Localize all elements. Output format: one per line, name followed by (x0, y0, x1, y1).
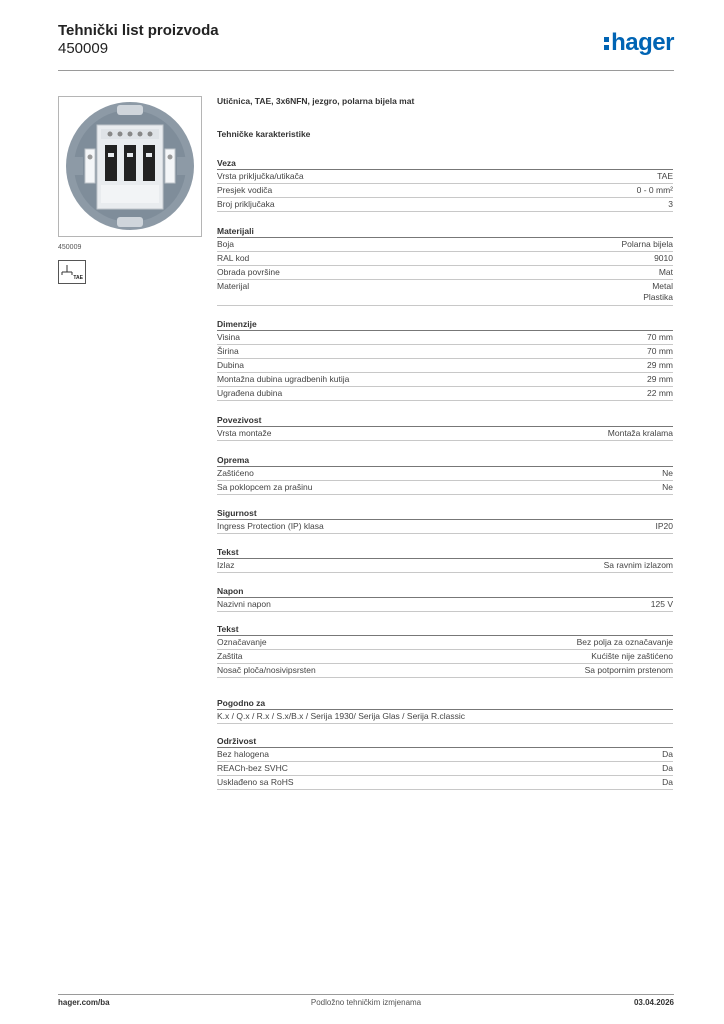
spec-value (604, 559, 673, 572)
spec-title: Tehničke karakteristike (217, 129, 311, 139)
spec-value (585, 664, 673, 677)
spec-row (217, 520, 673, 534)
spec-value-line: Sa potpornim prstenom (584, 665, 673, 675)
spec-value-line: Metal (652, 281, 673, 291)
spec-row (217, 266, 673, 280)
hager-logo (604, 28, 674, 58)
spec-label: Ugrađena dubina (217, 388, 283, 398)
page-header (58, 22, 674, 66)
spec-label: Vrsta priključka/utikača (217, 171, 304, 181)
spec-label: Usklađeno sa RoHS (217, 777, 294, 787)
socket-illustration-icon (59, 97, 201, 236)
spec-value-line: 70 mm (647, 332, 673, 342)
spec-section (217, 454, 673, 495)
spec-value-line: IP20 (655, 521, 673, 531)
product-name: Utičnica, TAE, 3x6NFN, jezgro, polarna bijela mat (217, 96, 415, 106)
spec-value (662, 776, 673, 789)
page-title: Tehnički list proizvoda (58, 22, 219, 39)
spec-label: Dubina (217, 360, 244, 370)
spec-value (643, 281, 673, 303)
section-heading: Pogodno za (217, 697, 673, 710)
spec-row (217, 481, 673, 495)
spec-row (217, 331, 673, 345)
footer-date: 03.04.2026 (633, 998, 674, 1007)
spec-label: Ingress Protection (IP) klasa (217, 521, 324, 531)
spec-value (659, 266, 673, 279)
section-heading: Sigurnost (217, 507, 673, 520)
spec-label: Broj priključaka (217, 199, 275, 209)
spec-row (217, 198, 673, 212)
spec-label: Presjek vodiča (217, 185, 273, 195)
spec-value-line: TAE (657, 171, 673, 181)
footer-note: Podložno tehničkim izmjenama (310, 998, 422, 1007)
spec-value (662, 762, 673, 775)
spec-section (217, 623, 673, 678)
spec-section (217, 697, 673, 724)
spec-value-line: 125 V (650, 599, 673, 609)
spec-label: RAL kod (217, 253, 250, 263)
section-heading: Materijali (217, 225, 673, 238)
spec-label: Širina (217, 346, 239, 356)
spec-value (647, 387, 673, 400)
section-heading: Napon (217, 585, 673, 598)
spec-row (217, 748, 673, 762)
spec-value-line: 9010 (654, 253, 673, 263)
spec-label: Nazivni napon (217, 599, 271, 609)
spec-value (647, 345, 673, 358)
spec-value-line: Da (662, 749, 673, 759)
spec-value (608, 427, 673, 440)
spec-label: Zaštićeno (217, 468, 254, 478)
spec-value-line: 22 mm (647, 388, 673, 398)
section-heading: Povezivost (217, 414, 673, 427)
spec-section (217, 507, 673, 534)
product-number: 450009 (58, 40, 109, 57)
spec-value (647, 359, 673, 372)
spec-content (217, 96, 673, 790)
spec-value-line: Sa ravnim izlazom (603, 560, 673, 570)
spec-value (591, 650, 673, 663)
section-heading: Veza (217, 157, 673, 170)
spec-row (217, 345, 673, 359)
spec-value-line: 0 - 0 mm² (636, 185, 673, 195)
spec-label: Označavanje (217, 637, 267, 647)
spec-label: REACh-bez SVHC (217, 763, 288, 773)
spec-value (647, 373, 673, 386)
image-caption: 450009 (58, 244, 82, 251)
spec-value (637, 184, 673, 197)
spec-label: Montažna dubina ugradbenih kutija (217, 374, 350, 384)
spec-section (217, 225, 673, 306)
section-heading: Dimenzije (217, 318, 673, 331)
spec-value-line: Ne (662, 468, 673, 478)
spec-row (217, 636, 673, 650)
spec-value (662, 748, 673, 761)
section-heading: Tekst (217, 623, 673, 636)
spec-label: Zaštita (217, 651, 243, 661)
spec-label: Bez halogena (217, 749, 269, 759)
spec-row (217, 664, 673, 678)
spec-section (217, 735, 673, 790)
spec-value (657, 170, 673, 183)
tae-symbol-label: TAE (73, 275, 83, 281)
logo-text: hager (611, 29, 674, 56)
spec-value-line: 29 mm (647, 360, 673, 370)
logo-dots-icon (604, 37, 609, 50)
spec-value-line: Polarna bijela (621, 239, 673, 249)
spec-row (217, 373, 673, 387)
spec-value (656, 520, 674, 533)
spec-row (217, 650, 673, 664)
spec-label: Visina (217, 332, 240, 342)
spec-label: Nosač ploča/nosivipsrsten (217, 665, 316, 675)
spec-value-line: 29 mm (647, 374, 673, 384)
spec-value-line: Montaža kralama (607, 428, 673, 438)
spec-section (217, 157, 673, 212)
spec-row (217, 238, 673, 252)
spec-row (217, 710, 673, 724)
spec-section (217, 546, 673, 573)
spec-value (651, 598, 673, 611)
spec-value-line: Plastika (643, 292, 673, 302)
spec-value (668, 198, 673, 211)
section-heading: Tekst (217, 546, 673, 559)
page-footer (58, 998, 674, 1010)
footer-website: hager.com/ba (58, 998, 110, 1007)
spec-label: Boja (217, 239, 235, 249)
spec-row (217, 170, 673, 184)
spec-row (217, 559, 673, 573)
spec-value-line: Bez polja za označavanje (576, 637, 673, 647)
spec-value-line: Kućište nije zaštićeno (591, 651, 673, 661)
product-image (58, 96, 202, 237)
spec-row (217, 427, 673, 441)
spec-label: Izlaz (217, 560, 235, 570)
spec-value (577, 636, 673, 649)
spec-label: Obrada površine (217, 267, 280, 277)
spec-row (217, 467, 673, 481)
spec-row (217, 359, 673, 373)
spec-label: Materijal (217, 281, 250, 291)
spec-label: Vrsta montaže (217, 428, 272, 438)
header-divider (58, 70, 674, 71)
spec-section (217, 585, 673, 612)
spec-value-line: 70 mm (647, 346, 673, 356)
spec-value (662, 467, 673, 480)
spec-label: K.x / Q.x / R.x / S.x/B.x / Serija 1930/ Serija Glas / Serija R.classic (217, 711, 465, 721)
spec-value (621, 238, 673, 251)
spec-row (217, 184, 673, 198)
spec-row (217, 762, 673, 776)
spec-row (217, 598, 673, 612)
spec-value-line: Da (662, 777, 673, 787)
spec-value-line: 3 (668, 199, 673, 209)
spec-row (217, 252, 673, 266)
spec-row (217, 776, 673, 790)
spec-value (654, 252, 673, 265)
tae-symbol (58, 260, 86, 284)
spec-value (662, 481, 673, 494)
spec-section (217, 318, 673, 401)
spec-section (217, 414, 673, 441)
spec-value-line: Mat (658, 267, 673, 277)
spec-row (217, 280, 673, 306)
spec-sections (217, 157, 673, 790)
spec-value (647, 331, 673, 344)
section-heading: Održivost (217, 735, 673, 748)
spec-value-line: Ne (662, 482, 673, 492)
spec-label: Sa poklopcem za prašinu (217, 482, 313, 492)
section-heading: Oprema (217, 454, 673, 467)
footer-divider (58, 994, 674, 995)
spec-value-line: Da (662, 763, 673, 773)
spec-row (217, 387, 673, 401)
